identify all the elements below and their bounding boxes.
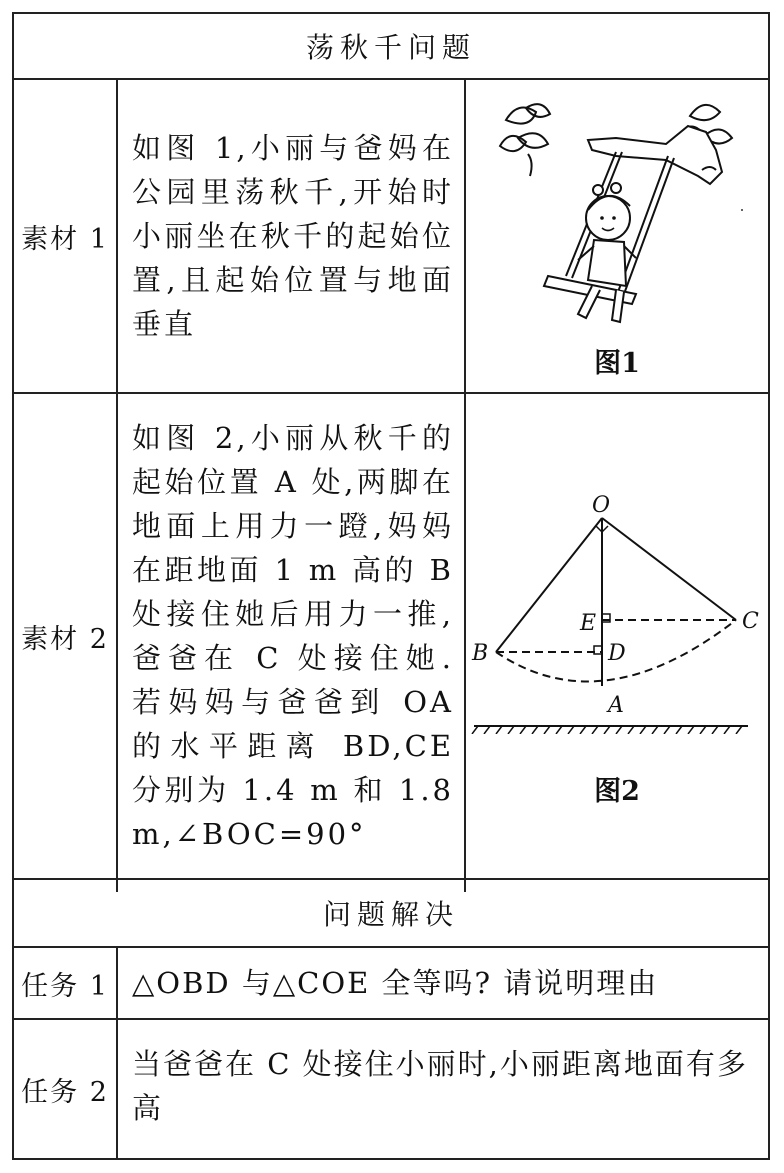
material2-text: 如图 2,小丽从秋千的起始位置 A 处,两脚在地面上用力一蹬,妈妈在距地面 1 m 高的 B 处接住她后用力一推,爸爸在 C 处接住她. 若妈妈与爸爸到 OA 的水平距离 BD,CE 分别为 1.4 m 和 1.8 m,∠BOC=90°	[132, 421, 454, 851]
material2-label: 素材 2	[21, 623, 109, 655]
label-o: O	[592, 493, 611, 518]
row-divider	[14, 1018, 768, 1020]
figure2-cell	[466, 394, 768, 878]
col-divider	[116, 946, 118, 1160]
swing-illustration	[466, 80, 768, 340]
figure1-cell	[466, 80, 768, 392]
label-e: E	[580, 611, 597, 636]
task2-text: 当爸爸在 C 处接住小丽时,小丽距离地面有多高	[132, 1047, 748, 1125]
segment-oc	[602, 518, 736, 620]
task1-text: △OBD 与△COE 全等吗? 请说明理由	[132, 966, 659, 1000]
figure1-caption: 图1	[594, 347, 640, 379]
row-divider	[14, 946, 768, 948]
problem-table	[12, 12, 770, 1160]
label-a: A	[608, 693, 624, 718]
material1-label: 素材 1	[21, 223, 109, 255]
task1-label: 任务 1	[21, 970, 109, 1002]
col-divider	[116, 78, 118, 892]
label-c: C	[742, 609, 759, 634]
section-title: 问题解决	[322, 898, 459, 931]
task2-label: 任务 2	[21, 1076, 109, 1108]
table-title: 荡秋千问题	[305, 31, 476, 64]
figure2-caption: 图2	[594, 775, 640, 807]
swing-geometry-diagram	[466, 394, 768, 734]
material1-text: 如图 1,小丽与爸妈在公园里荡秋千,开始时小丽坐在秋千的起始位置,且起始位置与地面垂直	[132, 131, 454, 341]
label-b: B	[472, 641, 489, 666]
label-d: D	[608, 641, 626, 666]
